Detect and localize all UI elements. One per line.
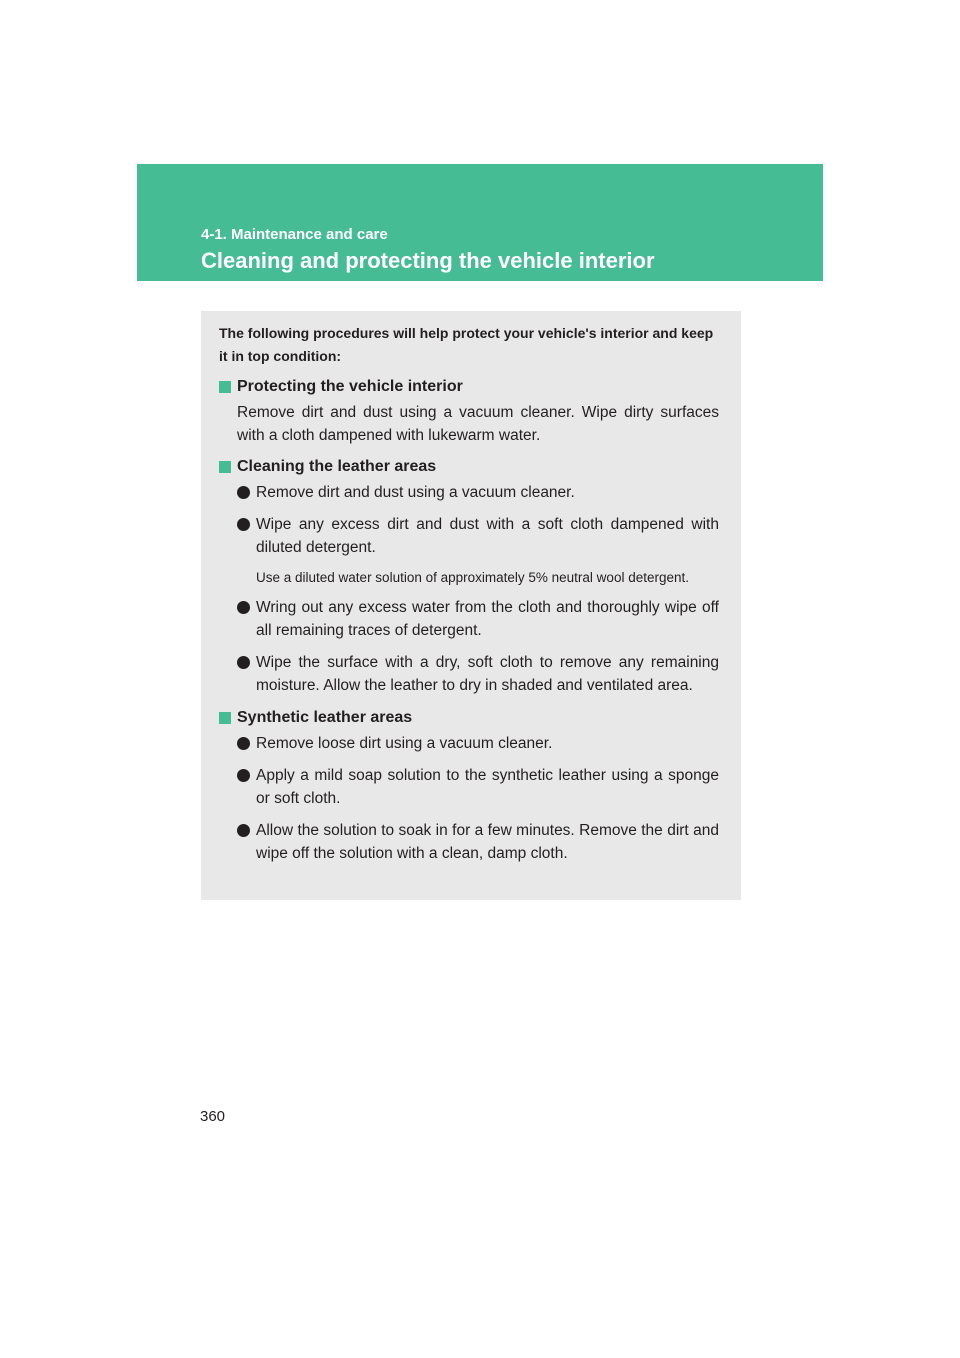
page-number: 360	[200, 1108, 226, 1125]
protecting-text: Remove dirt and dust using a vacuum cleaner. Wipe dirty surfaces with a cloth dampened with lukewarm water.	[237, 404, 719, 444]
square-bullet-icon	[219, 461, 231, 473]
subheading-leather	[219, 455, 719, 479]
page-title: Cleaning and protecting the vehicle interior	[201, 248, 655, 273]
detergent-note: Use a diluted water solution of approximately 5% neutral wool detergent.	[256, 570, 689, 585]
bullet-dot-icon	[237, 737, 250, 750]
list-item-text: Remove dirt and dust using a vacuum cleaner.	[256, 484, 575, 501]
list-item-text: Allow the solution to soak in for a few minutes. Remove the dirt and wipe off the solution with a clean, damp cloth.	[256, 822, 719, 862]
square-bullet-icon	[219, 381, 231, 393]
list-item-text: Remove loose dirt using a vacuum cleaner.	[256, 735, 553, 752]
subheading-label: Cleaning the leather areas	[237, 458, 437, 475]
bullet-dot-icon	[237, 656, 250, 669]
list-item-text: Wipe any excess dirt and dust with a soft cloth dampened with diluted detergent.	[256, 516, 719, 556]
section-header	[137, 164, 823, 281]
list-item	[237, 732, 719, 755]
list-item-text: Wipe the surface with a dry, soft cloth to remove any remaining moisture. Allow the leather to dry in shaded and ventilated area.	[256, 654, 719, 694]
list-item	[237, 481, 719, 504]
subheading-protecting	[219, 375, 719, 399]
subheading-synthetic	[219, 706, 719, 730]
list-item	[237, 513, 719, 559]
intro-text: The following procedures will help protect your vehicle's interior and keep it in top condition:	[219, 325, 714, 364]
bullet-dot-icon	[237, 486, 250, 499]
leather-steps	[237, 481, 719, 559]
subheading-label: Protecting the vehicle interior	[237, 378, 463, 395]
content-box	[201, 311, 741, 900]
leather-steps-continued	[237, 596, 719, 697]
list-item-text: Wring out any excess water from the cloth and thoroughly wipe off all remaining traces of detergent.	[256, 599, 719, 639]
bullet-dot-icon	[237, 769, 250, 782]
subheading-label: Synthetic leather areas	[237, 709, 413, 726]
square-bullet-icon	[219, 712, 231, 724]
synthetic-steps	[237, 732, 719, 865]
bullet-dot-icon	[237, 601, 250, 614]
list-item-text: Apply a mild soap solution to the synthetic leather using a sponge or soft cloth.	[256, 767, 719, 807]
bullet-dot-icon	[237, 518, 250, 531]
bullet-dot-icon	[237, 824, 250, 837]
list-item	[237, 764, 719, 810]
list-item	[237, 819, 719, 865]
list-item	[237, 596, 719, 642]
section-label: 4-1. Maintenance and care	[201, 226, 388, 243]
list-item	[237, 651, 719, 697]
